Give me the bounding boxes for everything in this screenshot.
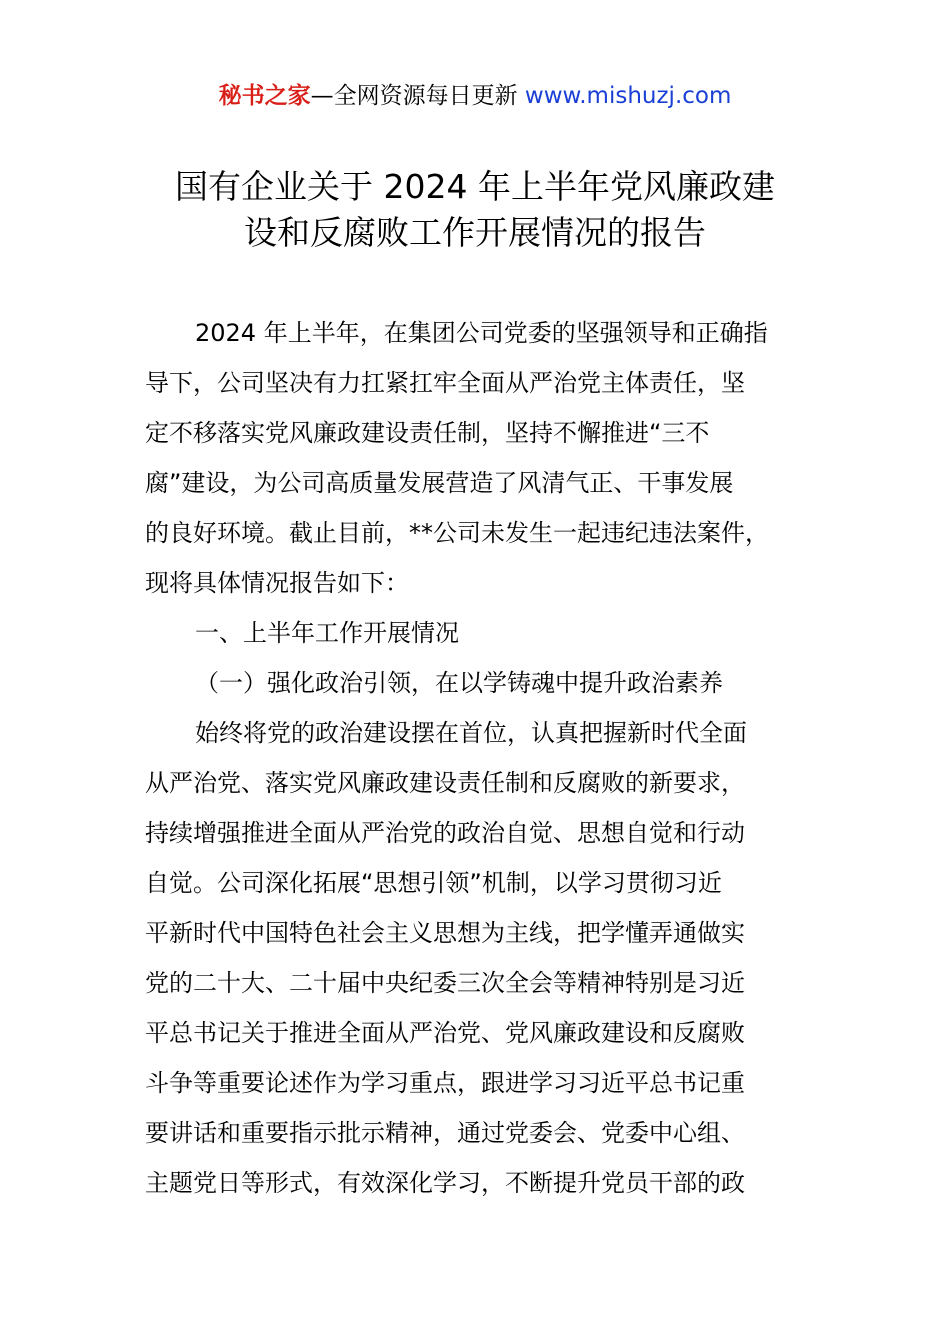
document-title — [100, 164, 850, 256]
section-heading: 一、上半年工作开展情况 — [195, 619, 459, 647]
header-tagline: —全网资源每日更新 — [310, 83, 525, 109]
title-line-1: 国有企业关于 2024 年上半年党风廉政建 — [175, 167, 775, 206]
body-line: 平总书记关于推进全面从严治党、党风廉政建设和反腐败 — [145, 1019, 745, 1047]
body-line: 持续增强推进全面从严治党的政治自觉、思想自觉和行动 — [145, 819, 745, 847]
body-line: 自觉。公司深化拓展“思想引领”机制，以学习贯彻习近 — [145, 869, 722, 897]
site-url[interactable]: www.mishuzj.com — [524, 83, 732, 109]
brand-name: 秘书之家 — [218, 83, 311, 109]
title-line-2: 设和反腐败工作开展情况的报告 — [244, 213, 706, 252]
body-line: 始终将党的政治建设摆在首位，认真把握新时代全面 — [195, 719, 747, 747]
body-line: 现将具体情况报告如下： — [145, 569, 409, 597]
body-line: 定不移落实党风廉政建设责任制，坚持不懈推进“三不 — [145, 419, 710, 447]
body-line: 平新时代中国特色社会主义思想为主线，把学懂弄通做实 — [145, 919, 745, 947]
body-line: 的良好环境。截止目前，**公司未发生一起违纪违法案件， — [145, 519, 769, 547]
body-line: 要讲话和重要指示批示精神，通过党委会、党委中心组、 — [145, 1119, 745, 1147]
body-line: 腐”建设，为公司高质量发展营造了风清气正、干事发展 — [145, 469, 734, 497]
body-line: 主题党日等形式，有效深化学习，不断提升党员干部的政 — [145, 1169, 745, 1197]
body-line: 从严治党、落实党风廉政建设责任制和反腐败的新要求， — [145, 769, 745, 797]
document-body — [145, 308, 815, 1208]
body-line: 党的二十大、二十届中央纪委三次全会等精神特别是习近 — [145, 969, 745, 997]
body-line: 导下，公司坚决有力扛紧扛牢全面从严治党主体责任，坚 — [145, 369, 745, 397]
site-header — [0, 80, 950, 112]
body-line: 斗争等重要论述作为学习重点，跟进学习习近平总书记重 — [145, 1069, 745, 1097]
subsection-heading: （一）强化政治引领，在以学铸魂中提升政治素养 — [195, 669, 723, 697]
body-line: 2024 年上半年，在集团公司党委的坚强领导和正确指 — [195, 319, 768, 347]
